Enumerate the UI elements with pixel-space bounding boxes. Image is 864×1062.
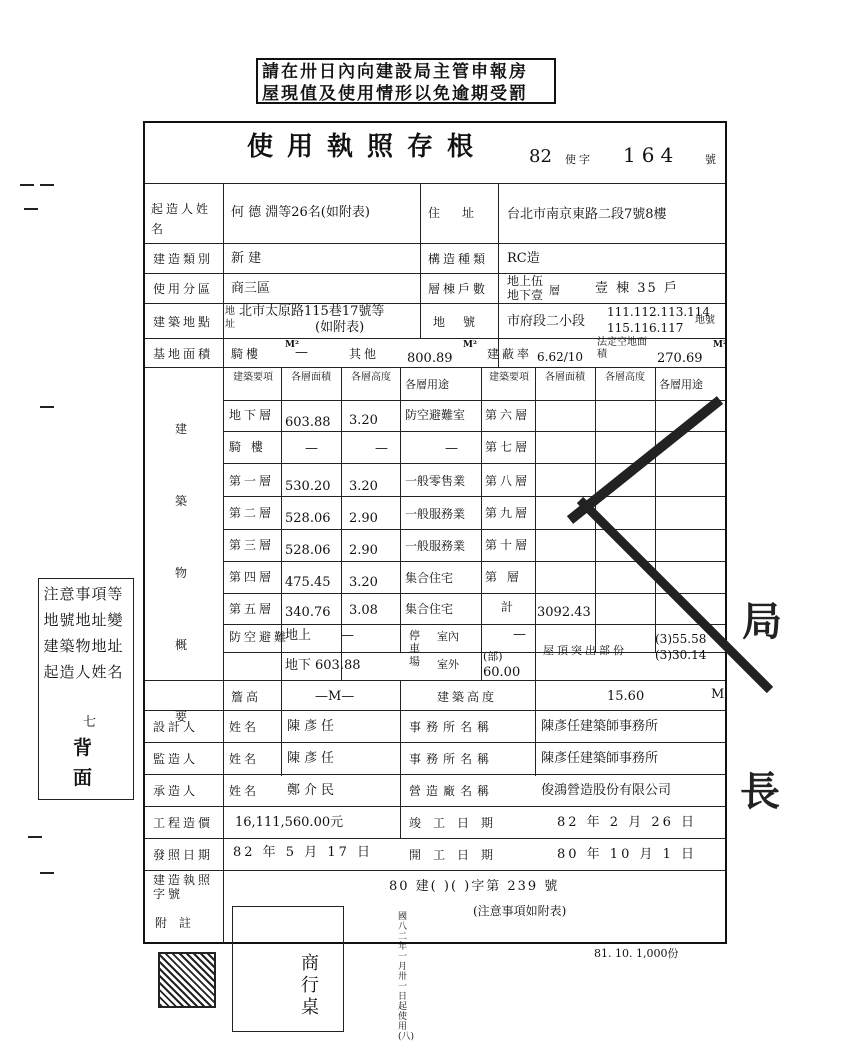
parking-in: 室內 — [437, 630, 459, 643]
stamp-bottom-note: 國八二年一月卅一日起使用(八) — [398, 912, 415, 1042]
supervisor-name-tag: 姓名 — [229, 752, 260, 766]
print-info: 81. 10. 1,000份 — [594, 947, 679, 960]
rule — [145, 838, 725, 839]
supervisor-office: 陳彥任建築師事務所 — [541, 751, 659, 766]
build-type-label: 建造類別 — [153, 252, 214, 266]
rule — [145, 367, 725, 368]
floor-right-1: 第七層 — [485, 440, 531, 454]
header-use: 各層用途 — [405, 378, 449, 391]
side-col-4: 項址地姓 — [91, 585, 107, 681]
floor-right-0: 第六層 — [485, 408, 531, 422]
use-2: 一般零售業 — [405, 474, 466, 488]
scan-mark — [40, 184, 54, 186]
right-mark-2: 長 — [740, 768, 780, 815]
scan-mark — [20, 184, 34, 186]
permit-suffix: 號 — [705, 153, 716, 166]
rule — [145, 273, 725, 274]
floor-right-total: 計 — [501, 600, 517, 614]
coverage-value: 6.62/10 — [537, 350, 584, 364]
rule — [145, 710, 725, 711]
site-lot-nums: 111.112.113.114 — [607, 305, 711, 319]
parking-label: 停車場 — [409, 629, 420, 668]
floor-3: 第二層 — [229, 506, 275, 520]
structure-label: 構造種類 — [428, 252, 489, 266]
cost-label: 工程造價 — [153, 816, 214, 830]
site-addr-2: (如附表) — [315, 320, 365, 335]
parking-out-value: 60.00 — [483, 665, 521, 680]
rule — [400, 680, 401, 776]
floors-units: 壹 棟 35 戶 — [595, 281, 679, 296]
site-label: 建築地點 — [153, 315, 214, 329]
contractor-label: 承造人 — [153, 784, 199, 798]
structure-value: RC造 — [507, 251, 540, 266]
supervisor-name: 陳彥任 — [287, 751, 339, 766]
floor-0: 地下層 — [229, 408, 275, 422]
other-value: 800.89 — [407, 351, 453, 366]
height-3: 2.90 — [349, 511, 378, 526]
side-note — [38, 578, 134, 800]
designer-label: 設計人 — [153, 720, 199, 734]
supervisor-label: 監造人 — [153, 752, 199, 766]
site-lot-nums-2: 115.116.117 — [607, 321, 684, 335]
build-type-value: 新 建 — [231, 251, 262, 266]
floor-right-5: 第 層 — [485, 570, 522, 584]
rule — [145, 742, 725, 743]
shelter-below: 地下 — [285, 658, 312, 673]
site-addr-tag: 地址 — [225, 306, 235, 330]
note-value: (注意事項如附表) — [473, 904, 567, 918]
height-1: — — [375, 441, 388, 456]
contractor-name: 鄭介民 — [287, 783, 339, 798]
m2-unit: M² — [285, 340, 299, 350]
designer-name: 陳彥任 — [287, 719, 339, 734]
height-2: 3.20 — [349, 479, 378, 494]
cost-value: 16,111,560.00元 — [235, 815, 344, 830]
rule — [481, 367, 482, 680]
header-floor: 建築要項 — [233, 372, 273, 383]
site-lot-tag: 地號 — [433, 315, 494, 329]
seal-stamp — [158, 952, 216, 1008]
done-date: 82 年 2 月 26 日 — [557, 815, 698, 830]
contractor-name-tag: 姓名 — [229, 784, 260, 798]
stamp-box — [232, 906, 344, 1032]
use-4: 一般服務業 — [405, 539, 466, 553]
rule — [535, 367, 536, 680]
legal-value: 270.69 — [657, 351, 703, 366]
height-value: 15.60 — [607, 689, 645, 704]
site-addr: 北市太原路115巷17號等 — [239, 304, 385, 319]
owner-label: 起造人姓名 — [151, 202, 212, 236]
permit-value: 80 建( )( )字第 239 號 — [389, 879, 560, 894]
permit-type: 使字 — [565, 153, 593, 166]
site-lot: 市府段二小段 — [507, 314, 586, 329]
contractor-office: 俊鴻營造股份有限公司 — [541, 783, 672, 798]
area-5: 475.45 — [285, 575, 331, 590]
eave-value: —M— — [315, 689, 355, 704]
floor-right-2: 第八層 — [485, 474, 531, 488]
designer-office: 陳彥任建築師事務所 — [541, 719, 659, 734]
height-unit: M — [711, 687, 725, 702]
scan-mark — [24, 208, 38, 210]
permit-year: 82 — [529, 146, 552, 167]
right-mark-1: 局 — [742, 598, 782, 645]
floor-4: 第三層 — [229, 538, 275, 552]
height-6: 3.08 — [349, 603, 378, 618]
side-mark: 七 — [83, 715, 97, 730]
rule — [145, 774, 725, 775]
issue-label: 發照日期 — [153, 848, 214, 862]
rule — [420, 303, 421, 338]
rule — [145, 183, 725, 184]
m2-unit: M² — [713, 340, 727, 350]
rule — [145, 806, 725, 807]
note-label: 附註 — [155, 916, 204, 930]
roof-value-1: (3)55.58 — [655, 632, 707, 646]
coverage-label: 建蔽率 — [487, 347, 533, 361]
parking-part: (部) — [483, 650, 503, 663]
height-5: 3.20 — [349, 575, 378, 590]
parking-out: 室外 — [437, 658, 459, 671]
header-height-right: 各層高度 — [605, 372, 645, 383]
floor-6: 第五層 — [229, 602, 275, 616]
floor-right-3: 第九層 — [485, 506, 531, 520]
notice-line-2: 屋現值及使用情形以免逾期受罰 — [262, 84, 528, 104]
scan-mark — [28, 836, 42, 838]
arcade-label: 騎樓 — [231, 347, 262, 361]
start-date: 80 年 10 月 1 日 — [557, 847, 698, 862]
use-0: 防空避難室 — [405, 408, 466, 422]
designer-office-tag: 事務所名稱 — [409, 720, 495, 734]
floor-1: 騎 樓 — [229, 440, 266, 454]
site-lot-suffix: 地號 — [695, 315, 715, 326]
use-1: — — [445, 441, 458, 456]
designer-name-tag: 姓名 — [229, 720, 260, 734]
rule — [400, 367, 401, 652]
rule — [145, 870, 725, 871]
side-col-1: 注地建起 — [43, 585, 59, 681]
rule — [145, 243, 725, 244]
shelter-below-value: 603.88 — [315, 658, 361, 673]
scan-mark — [40, 406, 54, 408]
floors-below: 地下壹 — [507, 288, 544, 302]
done-tag: 竣工日期 — [409, 816, 506, 830]
shelter-above: 地上 — [285, 628, 312, 643]
m2-unit: M² — [463, 340, 477, 350]
eave-label: 簷高 — [231, 690, 262, 704]
shelter-label: 防空避難 — [229, 630, 290, 644]
floor-right-4: 第十層 — [485, 538, 531, 552]
legal-label: 法定空地面積 — [597, 337, 647, 360]
address-label: 住址 — [428, 206, 497, 220]
area-label: 基地面積 — [153, 347, 214, 361]
area-4: 528.06 — [285, 543, 331, 558]
roof-value-2: (3)30.14 — [655, 648, 707, 662]
stamp-text: 商行桌 — [301, 953, 319, 1018]
rule — [281, 680, 282, 776]
height-0: 3.20 — [349, 413, 378, 428]
floors-above: 地上伍 — [507, 274, 544, 288]
floor-2: 第一層 — [229, 474, 275, 488]
zone-value: 商三區 — [231, 281, 271, 296]
scan-mark — [40, 872, 54, 874]
roof-label: 屋頂突出部份 — [543, 644, 627, 657]
area-0: 603.88 — [285, 415, 331, 430]
address-value: 台北市南京東路二段7號8樓 — [507, 207, 667, 222]
rule — [535, 680, 536, 776]
rule — [400, 774, 401, 838]
header-area: 各層面積 — [291, 372, 331, 383]
use-6: 集合住宅 — [405, 602, 454, 616]
rule — [420, 183, 421, 303]
use-3: 一般服務業 — [405, 507, 466, 521]
issue-date: 82 年 5 月 17 日 — [233, 845, 374, 860]
form-title: 使用執照存根 — [247, 132, 488, 162]
side-col-5: 等變址名 — [107, 585, 123, 681]
area-3: 528.06 — [285, 511, 331, 526]
area-2: 530.20 — [285, 479, 331, 494]
other-label: 其他 — [349, 347, 380, 361]
supervisor-office-tag: 事務所名稱 — [409, 752, 495, 766]
cancel-slash — [560, 380, 780, 700]
zone-label: 使用分區 — [153, 282, 214, 296]
permit-label: 建造執照字號 — [153, 873, 214, 901]
owner-value: 何 德 淵等26名(如附表) — [231, 205, 370, 220]
side-back: 背面 — [73, 737, 93, 789]
floors-label: 層棟戶數 — [428, 282, 489, 296]
notice-stamp — [256, 58, 556, 104]
parking-in-value: — — [513, 627, 526, 642]
side-col-2: 意號築造 — [59, 585, 75, 681]
building-label: 建築物概要 — [175, 422, 191, 724]
permit-number: 164 — [623, 143, 680, 167]
area-1: — — [305, 441, 318, 456]
start-tag: 開工日期 — [409, 848, 506, 862]
area-6: 340.76 — [285, 605, 331, 620]
total-area: 3092.43 — [537, 605, 591, 620]
header-floor-right: 建築要項 — [489, 372, 529, 383]
notice-line-1: 請在卅日內向建設局主管申報房 — [262, 62, 528, 82]
use-5: 集合住宅 — [405, 571, 454, 585]
height-4: 2.90 — [349, 543, 378, 558]
arcade-value: — — [295, 345, 308, 360]
header-use-right: 各層用途 — [659, 378, 703, 391]
contractor-office-tag: 營造廠名稱 — [409, 784, 495, 798]
rule — [223, 183, 224, 943]
header-height: 各層高度 — [351, 372, 391, 383]
header-area-right: 各層面積 — [545, 372, 585, 383]
floors-ceng: 層 — [549, 284, 560, 297]
side-col-3: 事地物人 — [75, 585, 91, 681]
shelter-above-value: — — [341, 628, 354, 643]
rule — [498, 183, 499, 303]
floor-5: 第四層 — [229, 570, 275, 584]
height-label: 建築高度 — [437, 690, 498, 704]
